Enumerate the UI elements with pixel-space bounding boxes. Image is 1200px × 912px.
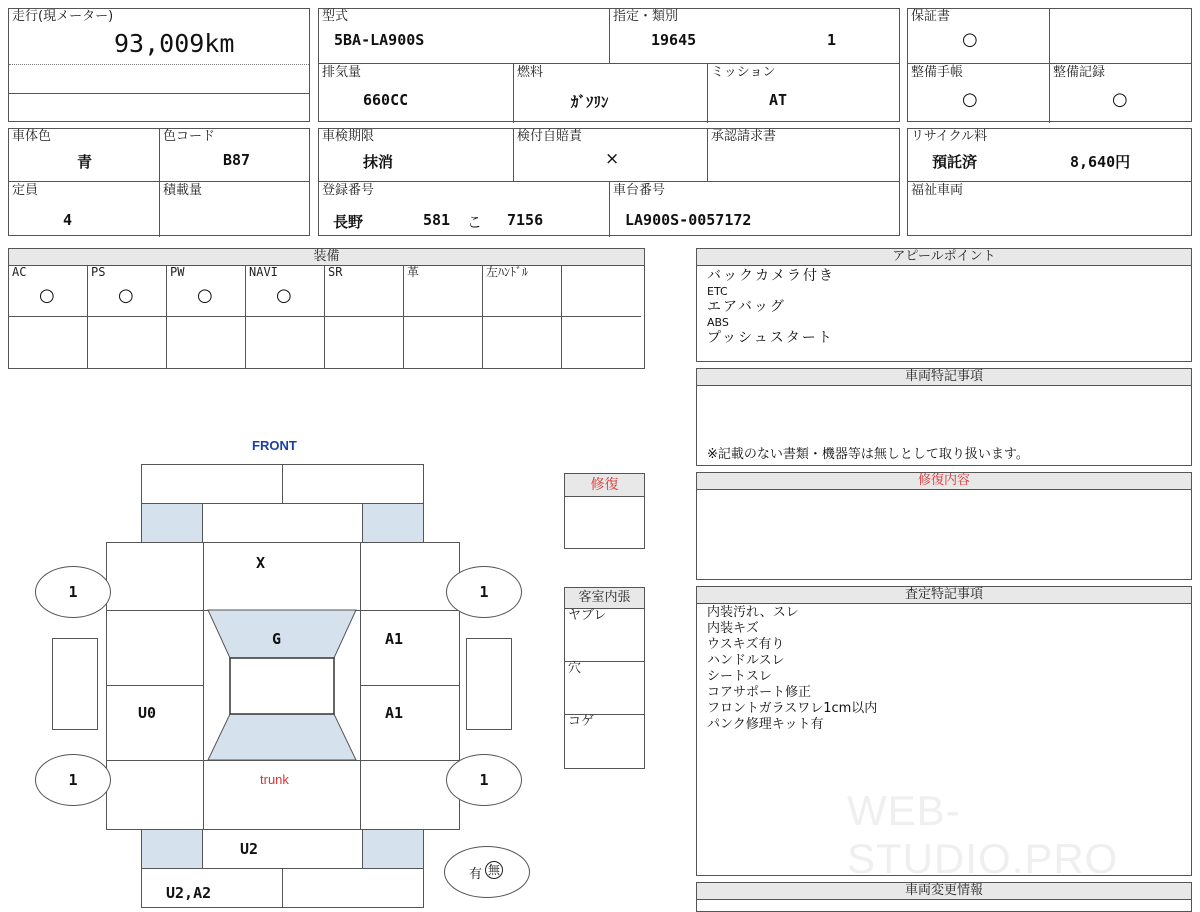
rear-bumper-damage: U2,A2 (166, 884, 212, 902)
assessment-line: シートスレ (707, 669, 772, 684)
recycle-block (907, 128, 1192, 236)
rear-bumper-right (282, 868, 424, 908)
equipment-value: ○ (39, 285, 55, 306)
equipment-empty-cell (325, 317, 404, 368)
interior-row-label: コゲ (568, 714, 595, 729)
recycle-label: リサイクル料 (911, 129, 988, 144)
repair-content-title: 修復内容 (697, 473, 1191, 490)
capacity-label: 定員 (12, 183, 39, 198)
chassis-label: 車台番号 (613, 183, 666, 198)
equipment-cell (88, 265, 167, 317)
reg-label: 登録番号 (322, 183, 375, 198)
wheel-rear-left: 1 (35, 754, 111, 806)
color-label: 車体色 (12, 129, 52, 144)
interior-box (564, 587, 645, 769)
equipment-cell (325, 265, 404, 317)
load-label: 積載量 (163, 183, 203, 198)
inspection-value: 抹消 (363, 153, 394, 171)
repair-title: 修復 (565, 474, 644, 497)
color-value: 青 (77, 153, 93, 171)
appeal-panel (696, 248, 1192, 362)
mission-label: ミッション (711, 65, 776, 80)
car-diagram (0, 430, 560, 900)
equipment-value: ○ (197, 285, 213, 306)
interior-title: 客室内張 (565, 588, 644, 609)
assessment-line: コアサポート修正 (707, 685, 812, 700)
color-code-label: 色コード (163, 129, 216, 144)
equipment-table (8, 248, 645, 369)
warranty-label: 保証書 (911, 9, 951, 24)
rear-right-light (362, 829, 424, 869)
glass-damage: G (272, 630, 282, 648)
equipment-label: AC (12, 265, 27, 279)
rear-bumper-left (141, 868, 283, 908)
appeal-line: ETC (707, 285, 728, 298)
equipment-cell (483, 265, 562, 317)
assessment-line: 内装キズ (707, 621, 759, 636)
model-label: 型式 (322, 9, 349, 24)
interior-row (565, 714, 644, 768)
displacement-label: 排気量 (322, 65, 362, 80)
equipment-cell (562, 265, 641, 317)
reg-kana: こ (467, 213, 483, 231)
reg-class: 581 (423, 211, 451, 229)
equipment-empty-cell (562, 317, 641, 368)
equipment-value: ○ (276, 285, 292, 306)
equipment-cell (246, 265, 325, 317)
equipment-empty-cell (88, 317, 167, 368)
chassis-value: LA900S-0057172 (625, 211, 752, 229)
maint-book-value: ○ (962, 89, 978, 110)
recycle-amount: 8,640円 (1070, 153, 1131, 171)
front-right-light (362, 503, 424, 543)
displacement-value: 660CC (363, 91, 409, 109)
maint-record-label: 整備記録 (1053, 65, 1106, 80)
assessment-panel (696, 586, 1192, 882)
glass-svg (203, 608, 361, 762)
class-value: 1 (827, 31, 837, 49)
appeal-line: エアバッグ (707, 299, 786, 315)
recycle-status: 預託済 (932, 153, 978, 171)
mileage-value: 93,009km (114, 29, 235, 58)
equipment-label: SR (328, 265, 343, 279)
color-code-value: B87 (223, 151, 251, 169)
inspection-label: 車検期限 (322, 129, 375, 144)
equipment-title: 装備 (9, 249, 644, 266)
equipment-label: PS (91, 265, 106, 279)
rear-damage: U2 (240, 840, 259, 858)
interior-row-label: ヤブレ (568, 608, 607, 623)
mileage-cell (9, 9, 309, 65)
insurance-label: 検付自賠責 (517, 129, 583, 144)
warranty-value: ○ (962, 29, 978, 50)
repair-content-panel (696, 472, 1192, 580)
front-bumper-left (141, 464, 283, 504)
equipment-cell (167, 265, 246, 317)
designation-value: 19645 (651, 31, 697, 49)
spare-no: 無 (485, 861, 503, 879)
rear-left-light (141, 829, 203, 869)
equipment-empty-cell (246, 317, 325, 368)
front-bumper-right (282, 464, 424, 504)
change-info-panel (696, 882, 1192, 912)
equipment-empty-cell (483, 317, 562, 368)
front-center (202, 503, 363, 543)
color-block (8, 128, 310, 236)
equipment-cell (9, 265, 88, 317)
roof (230, 658, 334, 714)
warranty-block (907, 8, 1192, 122)
interior-rows (565, 608, 644, 768)
spare-yes: 有 (469, 867, 483, 882)
assessment-title: 査定特記事項 (697, 587, 1191, 604)
trunk-label: trunk (260, 772, 289, 787)
spare-indicator (444, 846, 530, 898)
appeal-title: アピールポイント (697, 249, 1191, 266)
front-label: FRONT (252, 438, 297, 453)
rear-center (202, 829, 363, 869)
equipment-label: PW (170, 265, 185, 279)
maint-record-value: ○ (1112, 89, 1128, 110)
wheel-front-left: 1 (35, 566, 111, 618)
assessment-line: ハンドルスレ (707, 653, 785, 668)
appeal-line: バックカメラ付き (707, 268, 835, 284)
right-rear-damage: A1 (385, 704, 404, 722)
mileage-block (8, 8, 310, 122)
rear-window (208, 714, 356, 760)
equipment-empty-cell (404, 317, 483, 368)
mission-value: AT (769, 91, 788, 109)
interior-row (565, 661, 644, 715)
inspection-block (318, 128, 900, 236)
appeal-line: プッシュスタート (707, 330, 834, 346)
wheel-rear-right: 1 (446, 754, 522, 806)
special-notes-footer: ※記載のない書類・機器等は無しとして取り扱います。 (707, 447, 1029, 462)
watermark: WEB-STUDIO.PRO (847, 787, 1119, 882)
hood-damage: X (256, 554, 266, 572)
special-notes-panel (696, 368, 1192, 466)
reg-region: 長野 (333, 213, 364, 231)
interior-row (565, 608, 644, 662)
designation-label: 指定・類別 (613, 9, 679, 24)
model-block (318, 8, 900, 122)
appeal-lines (707, 267, 835, 347)
fuel-label: 燃料 (517, 65, 544, 80)
front-left-light (141, 503, 203, 543)
appeal-line: ABS (707, 316, 729, 329)
insurance-value: × (605, 149, 620, 169)
equipment-label: 左ﾊﾝﾄﾞﾙ (486, 265, 529, 279)
equipment-cell (404, 265, 483, 317)
left-side-damage: U0 (138, 704, 157, 722)
fuel-value: ｶﾞｿﾘﾝ (571, 93, 609, 111)
change-info-title: 車両変更情報 (697, 883, 1191, 900)
right-front-damage: A1 (385, 630, 404, 648)
welfare-label: 福祉車両 (911, 183, 964, 198)
assessment-line: ウスキズ有り (707, 637, 785, 652)
equipment-empty-cell (167, 317, 246, 368)
interior-row-label: 穴 (568, 661, 582, 676)
special-notes-title: 車両特記事項 (697, 369, 1191, 386)
assessment-line: パンク修理キット有 (707, 717, 824, 732)
model-value: 5BA-LA900S (334, 31, 425, 49)
equipment-row (9, 265, 644, 368)
capacity-value: 4 (63, 211, 73, 229)
approval-label: 承認請求書 (711, 129, 777, 144)
assessment-line: 内装汚れ、スレ (707, 605, 799, 620)
reg-number: 7156 (507, 211, 544, 229)
equipment-empty-cell (9, 317, 88, 368)
right-door-panel (466, 638, 512, 730)
equipment-label: 革 (407, 265, 420, 279)
assessment-lines (707, 605, 877, 733)
repair-box (564, 473, 645, 549)
windshield (208, 610, 356, 658)
mileage-label: 走行(現メーター) (12, 9, 114, 24)
left-door-panel (52, 638, 98, 730)
wheel-front-right: 1 (446, 566, 522, 618)
equipment-value: ○ (118, 285, 134, 306)
assessment-line: フロントガラスワレ1cm以内 (707, 701, 878, 716)
equipment-label: NAVI (249, 265, 278, 279)
maint-book-label: 整備手帳 (911, 65, 964, 80)
